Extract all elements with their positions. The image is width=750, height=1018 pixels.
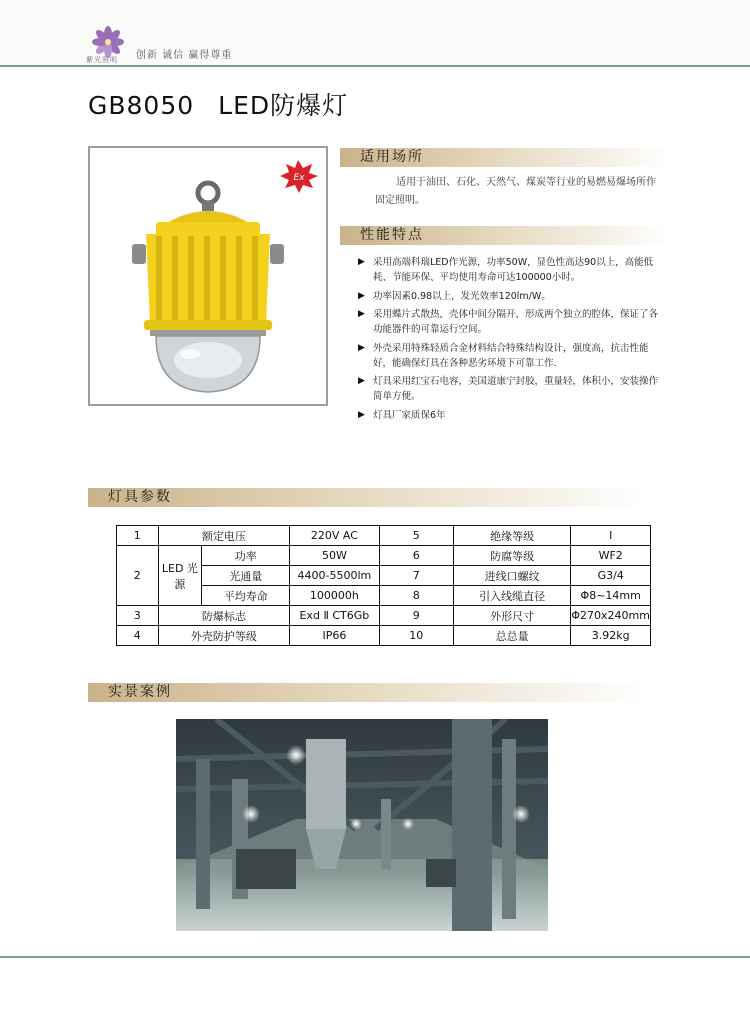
table-cell: Φ270x240mm [571,606,651,626]
table-cell: 5 [379,526,453,546]
explosion-proof-lamp-image [90,148,326,404]
arrow-bullet-icon: ▶ [358,290,365,301]
params-section-header [88,488,648,507]
table-cell: 防腐等级 [453,546,571,566]
table-cell: IP66 [290,626,379,646]
application-section-header [340,148,670,167]
installation-photo [176,719,548,931]
cases-section-header [88,683,648,702]
table-cell: 引入线缆直径 [453,586,571,606]
table-cell: 4 [117,626,159,646]
table-cell: 额定电压 [158,526,290,546]
table-cell: 220V AC [290,526,379,546]
table-cell: 总总量 [453,626,571,646]
slogan: 创新 诚信 赢得尊重 [136,50,233,61]
application-heading: 适用场所 [360,149,424,165]
ex-badge-icon [280,160,318,193]
params-table [116,525,651,646]
feature-item: ▶ 灯具采用红宝石电容，美国道康宁封胶，重量轻，体积小，安装操作简单方便。 [358,376,659,402]
arrow-bullet-icon: ▶ [358,409,365,420]
table-cell: 外形尺寸 [453,606,571,626]
table-cell: Φ8~14mm [571,586,651,606]
table-cell: 9 [379,606,453,626]
table-cell: 外壳防护等级 [158,626,290,646]
table-cell: 功率 [202,546,290,566]
params-heading: 灯具参数 [108,489,172,505]
table-cell: G3/4 [571,566,651,586]
table-cell: Ⅰ [571,526,651,546]
table-cell: 50W [290,546,379,566]
feature-item: ▶ 功率因素0.98以上，发光效率120lm/W。 [358,290,551,302]
table-row [117,546,651,566]
features-heading: 性能特点 [360,227,424,243]
table-cell: 1 [117,526,159,546]
table-cell: 10 [379,626,453,646]
product-image-frame [88,146,328,406]
table-row [117,626,651,646]
table-cell: WF2 [571,546,651,566]
table-cell: 3.92kg [571,626,651,646]
table-cell: 6 [379,546,453,566]
table-cell: 2 [117,546,159,606]
arrow-bullet-icon: ▶ [358,257,365,267]
feature-item: ▶ 采用蝶片式散热，壳体中间分隔开，形成两个独立的腔体，保证了各功能器件的可靠运行空间。 [358,309,659,335]
table-cell: 8 [379,586,453,606]
arrow-bullet-icon: ▶ [358,309,365,319]
table-cell: 4400-5500lm [290,566,379,586]
page-title [88,86,348,122]
arrow-bullet-icon: ▶ [358,376,365,386]
table-cell: 平均寿命 [202,586,290,606]
table-cell: 绝缘等级 [453,526,571,546]
table-row [117,526,651,546]
application-text: 适用于油田、石化、天然气、煤炭等行业的易燃易爆场所作固定照明。 [375,177,656,206]
table-cell: 3 [117,606,159,626]
feature-item: ▶ 外壳采用特殊轻质合金材料结合特殊结构设计，强度高，抗击性能好，能确保灯具在各种恶劣环境下可靠工作. [358,342,649,369]
table-cell: 进线口螺纹 [453,566,571,586]
table-cell: Exd Ⅱ CT6Gb [290,606,379,626]
features-list [355,255,667,426]
ex-badge-text: Ex [293,173,305,183]
model-number: GB8050 [88,91,195,120]
features-section-header [340,226,670,245]
table-cell: 7 [379,566,453,586]
footer-divider [0,956,750,958]
arrow-bullet-icon: ▶ [358,342,365,353]
table-cell: 100000h [290,586,379,606]
product-name: LED防爆灯 [218,91,349,120]
table-cell: LED 光源 [158,546,202,606]
feature-item: ▶ 采用高端科瑞LED作光源，功率50W，显色性高达90以上，高能低耗、节能环保、平均使用寿命可达100000小时。 [358,257,654,283]
table-row [117,606,651,626]
cases-heading: 实景案例 [108,684,172,700]
table-cell: 防爆标志 [158,606,290,626]
brand-name: 紫光照明 [86,56,118,64]
feature-item: ▶ 灯具厂家质保6年 [358,409,446,421]
table-cell: 光通量 [202,566,290,586]
